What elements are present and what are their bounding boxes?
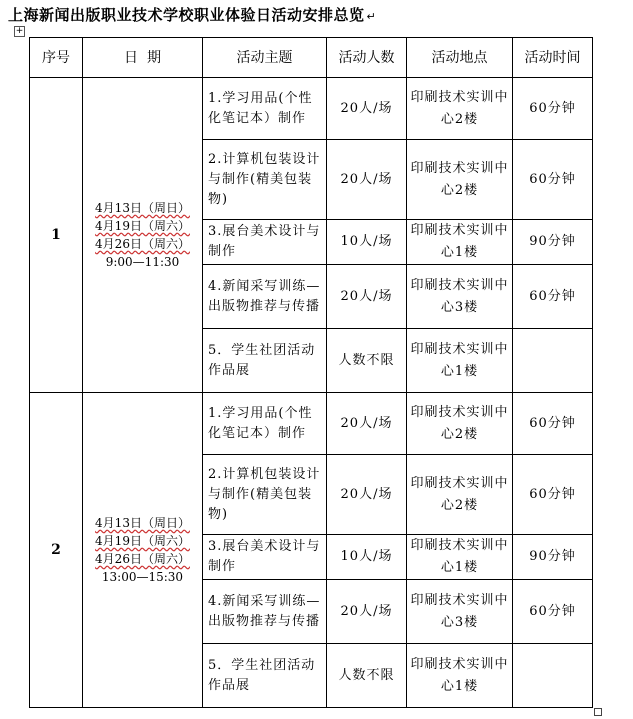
activity-topic: 5．学生社团活动作品展 — [203, 329, 327, 393]
group-number-cell — [30, 78, 83, 393]
activity-people: 人数不限 — [327, 329, 407, 393]
date-entry: 4月13日（周日） — [95, 516, 190, 530]
activity-people: 20人/场 — [327, 455, 407, 535]
activity-people: 20人/场 — [327, 78, 407, 140]
table-resize-handle[interactable] — [594, 708, 602, 716]
date-entry: 4月13日（周日） — [95, 201, 190, 215]
header-cell: 活动人数 — [327, 38, 407, 78]
activity-people: 20人/场 — [327, 265, 407, 329]
activity-location: 印刷技术实训中心2楼 — [407, 140, 513, 220]
activity-location: 印刷技术实训中心1楼 — [407, 535, 513, 580]
header-cell: 活动主题 — [203, 38, 327, 78]
date-cell — [83, 78, 203, 393]
date-cell — [83, 393, 203, 708]
activity-people: 人数不限 — [327, 644, 407, 708]
activity-location: 印刷技术实训中心2楼 — [407, 455, 513, 535]
activity-people: 10人/场 — [327, 535, 407, 580]
time-range: 13:00—15:30 — [101, 570, 184, 584]
activity-topic: 4.新闻采写训练—出版物推荐与传播 — [203, 580, 327, 644]
header-cell: 活动地点 — [407, 38, 513, 78]
paragraph-mark-icon: ↵ — [366, 10, 377, 23]
activity-duration: 60分钟 — [513, 580, 593, 644]
activity-people: 20人/场 — [327, 140, 407, 220]
activity-duration: 60分钟 — [513, 265, 593, 329]
header-cell: 序号 — [30, 38, 83, 78]
header-cell: 活动时间 — [513, 38, 593, 78]
activity-people: 10人/场 — [327, 220, 407, 265]
activity-topic: 2.计算机包装设计与制作(精美包装物) — [203, 140, 327, 220]
activity-topic: 1.学习用品(个性化笔记本）制作 — [203, 78, 327, 140]
activity-duration: 90分钟 — [513, 535, 593, 580]
title-text: 上海新闻出版职业技术学校职业体验日活动安排总览 — [8, 6, 365, 24]
date-entry: 4月19日（周六） — [95, 534, 190, 548]
activity-topic: 4.新闻采写训练—出版物推荐与传播 — [203, 265, 327, 329]
activity-location: 印刷技术实训中心1楼 — [407, 644, 513, 708]
activity-duration: 60分钟 — [513, 393, 593, 455]
header-cell: 日 期 — [83, 38, 203, 78]
activity-location: 印刷技术实训中心1楼 — [407, 220, 513, 265]
date-entry: 4月19日（周六） — [95, 219, 190, 233]
header-row — [30, 38, 593, 78]
activity-topic: 2.计算机包装设计与制作(精美包装物) — [203, 455, 327, 535]
activity-duration — [513, 644, 593, 708]
activity-location: 印刷技术实训中心3楼 — [407, 265, 513, 329]
activity-duration: 60分钟 — [513, 455, 593, 535]
activity-topic: 3.展台美术设计与制作 — [203, 535, 327, 580]
table-row — [30, 78, 593, 140]
time-range: 9:00—11:30 — [105, 255, 180, 269]
activity-location: 印刷技术实训中心2楼 — [407, 78, 513, 140]
activity-topic: 3.展台美术设计与制作 — [203, 220, 327, 265]
activity-people: 20人/场 — [327, 580, 407, 644]
date-entry: 4月26日（周六） — [95, 552, 190, 566]
activity-topic: 1.学习用品(个性化笔记本）制作 — [203, 393, 327, 455]
activity-location: 印刷技术实训中心2楼 — [407, 393, 513, 455]
activity-duration: 60分钟 — [513, 140, 593, 220]
activity-topic: 5．学生社团活动作品展 — [203, 644, 327, 708]
activity-duration: 90分钟 — [513, 220, 593, 265]
document-title — [8, 4, 376, 25]
activity-duration: 60分钟 — [513, 78, 593, 140]
schedule-table — [29, 37, 593, 708]
group-number: 1 — [51, 227, 61, 243]
activity-location: 印刷技术实训中心1楼 — [407, 329, 513, 393]
group-number: 2 — [51, 542, 61, 558]
date-entry: 4月26日（周六） — [95, 237, 190, 251]
group-number-cell — [30, 393, 83, 708]
activity-people: 20人/场 — [327, 393, 407, 455]
activity-location: 印刷技术实训中心3楼 — [407, 580, 513, 644]
table-row — [30, 393, 593, 455]
activity-duration — [513, 329, 593, 393]
table-move-anchor-icon[interactable]: + — [15, 26, 24, 36]
